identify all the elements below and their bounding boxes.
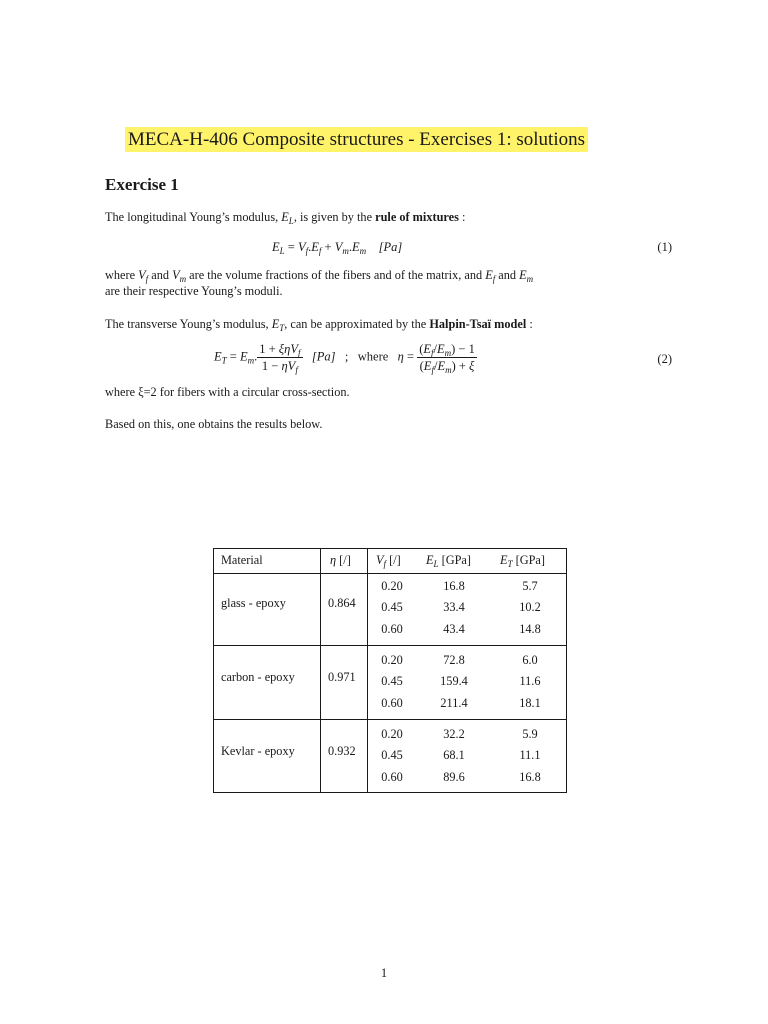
equation-1: $E_L = V_f.E_f + V_m.E_m$ [Pa] (272, 240, 403, 256)
vf-value: 0.20 (381, 579, 403, 593)
paragraph-xi: where ξ=2 for fibers with a circular cross-section. (105, 385, 350, 399)
header-el: $E_L$ [GPa] (426, 553, 471, 569)
paragraph-results-intro: Based on this, one obtains the results below. (105, 417, 323, 431)
et-value: 18.1 (519, 696, 541, 710)
vf-value: 0.60 (381, 622, 403, 636)
material-name: glass - epoxy (221, 596, 286, 610)
el-value: 68.1 (443, 748, 465, 762)
header-eta: η [/] (330, 553, 351, 567)
results-table (213, 548, 567, 793)
eta-value: 0.932 (328, 744, 356, 758)
et-value: 14.8 (519, 622, 541, 636)
el-value: 16.8 (443, 579, 465, 593)
et-value: 6.0 (522, 653, 538, 667)
et-value: 11.6 (519, 674, 541, 688)
header-material: Material (221, 553, 263, 567)
vf-value: 0.45 (381, 748, 403, 762)
et-value: 5.7 (522, 579, 538, 593)
el-value: 159.4 (440, 674, 468, 688)
header-vf: $V_f$ [/] (376, 553, 401, 569)
el-value: 211.4 (440, 696, 468, 710)
equation-1-number: (1) (657, 240, 672, 254)
vf-value: 0.45 (381, 674, 403, 688)
header-et: $E_T$ [GPa] (500, 553, 545, 569)
el-value: 89.6 (443, 770, 465, 784)
paragraph-halpin-tsai: The transverse Young’s modulus, $E_T$, can be approximated by the Halpin-Tsaï model : (105, 317, 533, 333)
paragraph-rule-of-mixtures: The longitudinal Young’s modulus, $E_L$, is given by the rule of mixtures : (105, 210, 466, 226)
eta-value: 0.864 (328, 596, 356, 610)
el-value: 72.8 (443, 653, 465, 667)
vf-value: 0.20 (381, 653, 403, 667)
et-value: 5.9 (522, 727, 538, 741)
el-value: 33.4 (443, 600, 465, 614)
vf-value: 0.45 (381, 600, 403, 614)
material-name: carbon - epoxy (221, 670, 295, 684)
page-number: 1 (380, 966, 388, 980)
et-value: 10.2 (519, 600, 541, 614)
el-value: 43.4 (443, 622, 465, 636)
section-heading: Exercise 1 (105, 175, 179, 194)
vf-value: 0.60 (381, 696, 403, 710)
vf-value: 0.20 (381, 727, 403, 741)
eta-value: 0.971 (328, 670, 356, 684)
et-value: 16.8 (519, 770, 541, 784)
vf-value: 0.60 (381, 770, 403, 784)
page-title: MECA-H-406 Composite structures - Exercises 1: solutions (125, 127, 588, 152)
material-name: Kevlar - epoxy (221, 744, 295, 758)
et-value: 11.1 (519, 748, 541, 762)
el-value: 32.2 (443, 727, 465, 741)
equation-2-number: (2) (657, 352, 672, 366)
equation-2: $E_T = E_m$. $\frac{1 + \xi\eta V_f}{1 - \eta V_f}$ [Pa] ; where η = $\frac{(E_f/E_m) - 1}{(E_f/E_m) + \xi}$ (214, 342, 475, 375)
paragraph-volume-fractions: where $V_f$ and $V_m$ are the volume fractions of the fibers and of the matrix, and $E_f$ and $E_m$ are their respective Young’s moduli. (105, 268, 534, 298)
